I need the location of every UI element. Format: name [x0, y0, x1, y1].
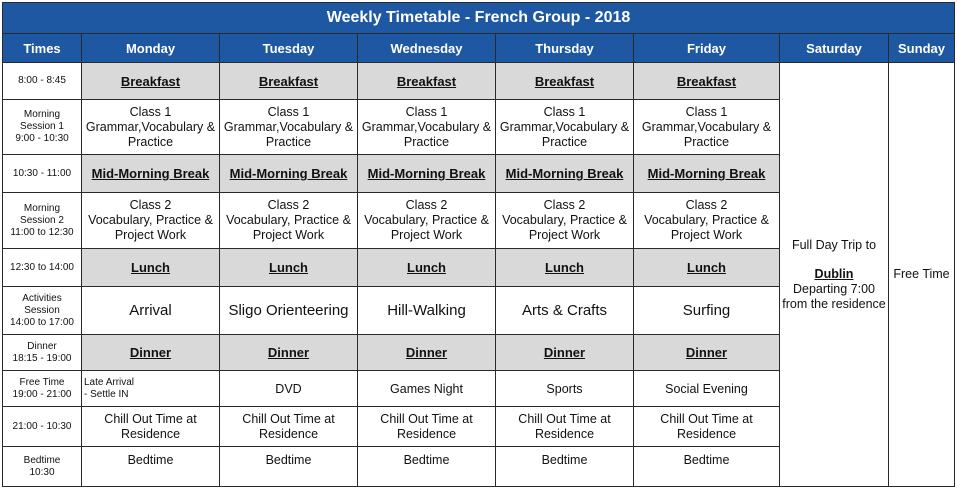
cell-breakfast-tue: Breakfast — [220, 63, 358, 100]
cell-class2-thu: Class 2 Vocabulary, Practice & Project Work — [496, 193, 634, 249]
cell-dinner-mon: Dinner — [82, 335, 220, 371]
cell-breakfast-wed: Breakfast — [358, 63, 496, 100]
cell-lunch-wed: Lunch — [358, 249, 496, 287]
cell-break-wed: Mid-Morning Break — [358, 155, 496, 193]
header-wednesday: Wednesday — [358, 34, 496, 63]
cell-bed-tue: Bedtime — [220, 447, 358, 487]
cell-class1-fri: Class 1 Grammar,Vocabulary & Practice — [634, 100, 780, 155]
cell-break-fri: Mid-Morning Break — [634, 155, 780, 193]
cell-chill-fri: Chill Out Time at Residence — [634, 407, 780, 447]
cell-chill-tue: Chill Out Time at Residence — [220, 407, 358, 447]
cell-class1-wed: Class 1 Grammar,Vocabulary & Practice — [358, 100, 496, 155]
timetable-container — [2, 2, 954, 487]
cell-breakfast-fri: Breakfast — [634, 63, 780, 100]
header-row — [3, 34, 955, 63]
cell-lunch-fri: Lunch — [634, 249, 780, 287]
header-monday: Monday — [82, 34, 220, 63]
cell-bed-mon: Bedtime — [82, 447, 220, 487]
header-times: Times — [3, 34, 82, 63]
saturday-line1: Full Day Trip to — [791, 237, 877, 252]
saturday-line2: Departing 7:00 from the residence — [782, 281, 886, 311]
cell-free-thu: Sports — [496, 371, 634, 407]
cell-lunch-thu: Lunch — [496, 249, 634, 287]
cell-class1-thu: Class 1 Grammar,Vocabulary & Practice — [496, 100, 634, 155]
cell-activity-tue: Sligo Orienteering — [220, 287, 358, 335]
time-break: 10:30 - 11:00 — [3, 155, 82, 193]
time-chill: 21:00 - 10:30 — [3, 407, 82, 447]
cell-dinner-wed: Dinner — [358, 335, 496, 371]
cell-chill-wed: Chill Out Time at Residence — [358, 407, 496, 447]
cell-dinner-fri: Dinner — [634, 335, 780, 371]
cell-dinner-thu: Dinner — [496, 335, 634, 371]
cell-activity-mon: Arrival — [82, 287, 220, 335]
cell-breakfast-mon: Breakfast — [82, 63, 220, 100]
time-dinner: Dinner 18:15 - 19:00 — [3, 335, 82, 371]
cell-free-wed: Games Night — [358, 371, 496, 407]
header-tuesday: Tuesday — [220, 34, 358, 63]
time-lunch: 12:30 to 14:00 — [3, 249, 82, 287]
time-morning1: Morning Session 1 9:00 - 10:30 — [3, 100, 82, 155]
cell-bed-fri: Bedtime — [634, 447, 780, 487]
time-breakfast: 8:00 - 8:45 — [3, 63, 82, 100]
sunday-free: Free Time — [889, 63, 955, 487]
cell-chill-mon: Chill Out Time at Residence — [82, 407, 220, 447]
cell-activity-thu: Arts & Crafts — [496, 287, 634, 335]
saturday-destination: Dublin — [814, 266, 854, 281]
cell-class1-tue: Class 1 Grammar,Vocabulary & Practice — [220, 100, 358, 155]
cell-lunch-tue: Lunch — [220, 249, 358, 287]
time-morning2: Morning Session 2 11:00 to 12:30 — [3, 193, 82, 249]
time-free: Free Time 19:00 - 21:00 — [3, 371, 82, 407]
cell-breakfast-thu: Breakfast — [496, 63, 634, 100]
cell-free-tue: DVD — [220, 371, 358, 407]
timetable — [2, 2, 955, 487]
row-breakfast — [3, 63, 955, 100]
header-sunday: Sunday — [889, 34, 955, 63]
cell-bed-wed: Bedtime — [358, 447, 496, 487]
cell-class1-mon: Class 1 Grammar,Vocabulary & Practice — [82, 100, 220, 155]
cell-break-thu: Mid-Morning Break — [496, 155, 634, 193]
timetable-title: Weekly Timetable - French Group - 2018 — [3, 3, 955, 34]
cell-break-tue: Mid-Morning Break — [220, 155, 358, 193]
cell-class2-wed: Class 2 Vocabulary, Practice & Project Work — [358, 193, 496, 249]
cell-class2-fri: Class 2 Vocabulary, Practice & Project Work — [634, 193, 780, 249]
header-saturday: Saturday — [780, 34, 889, 63]
header-friday: Friday — [634, 34, 780, 63]
time-activities: Activities Session 14:00 to 17:00 — [3, 287, 82, 335]
cell-lunch-mon: Lunch — [82, 249, 220, 287]
cell-free-mon: Late Arrival - Settle IN — [82, 371, 220, 407]
title-row — [3, 3, 955, 34]
cell-class2-mon: Class 2 Vocabulary, Practice & Project Work — [82, 193, 220, 249]
cell-dinner-tue: Dinner — [220, 335, 358, 371]
time-bedtime: Bedtime 10:30 — [3, 447, 82, 487]
cell-chill-thu: Chill Out Time at Residence — [496, 407, 634, 447]
cell-class2-tue: Class 2 Vocabulary, Practice & Project Work — [220, 193, 358, 249]
cell-bed-thu: Bedtime — [496, 447, 634, 487]
cell-break-mon: Mid-Morning Break — [82, 155, 220, 193]
saturday-trip — [780, 63, 889, 487]
cell-free-fri: Social Evening — [634, 371, 780, 407]
header-thursday: Thursday — [496, 34, 634, 63]
cell-activity-wed: Hill-Walking — [358, 287, 496, 335]
cell-activity-fri: Surfing — [634, 287, 780, 335]
